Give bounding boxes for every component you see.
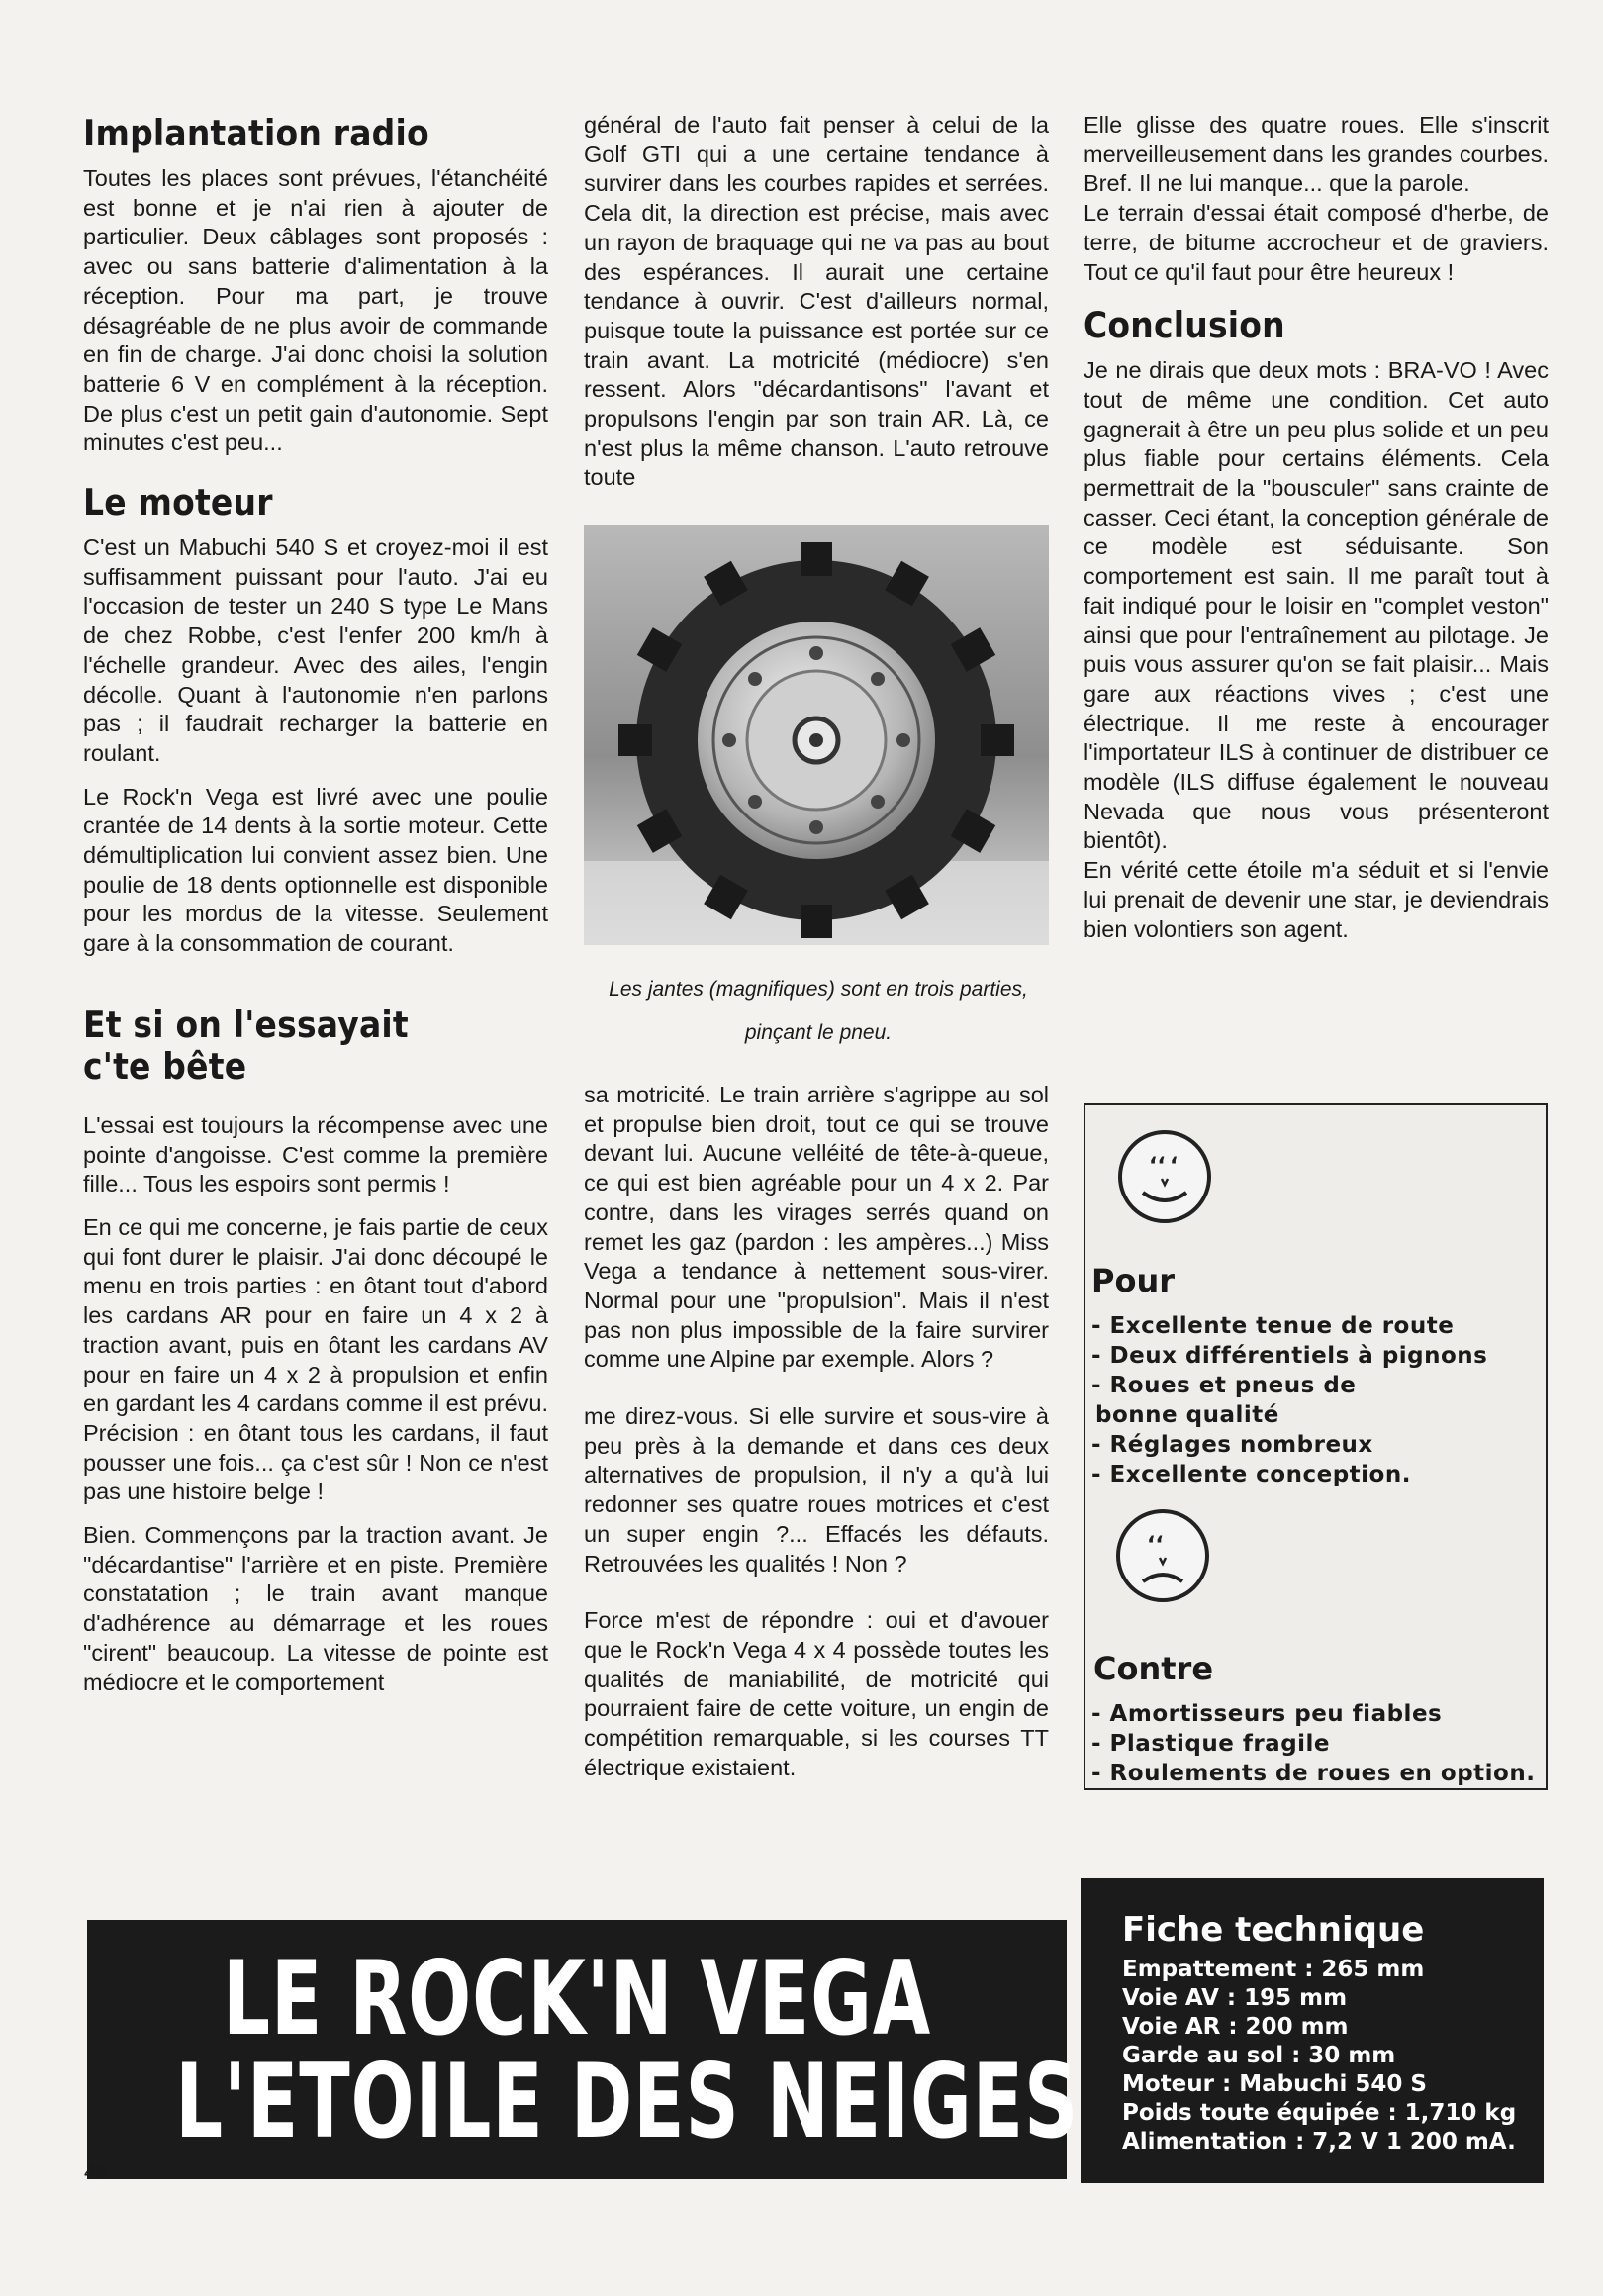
column-1	[83, 111, 548, 1697]
caption-line-2: pinçant le pneu.	[744, 1021, 893, 1044]
fiche-spec: Empattement : 265 mm	[1122, 1957, 1425, 1982]
banner-line-2: L'ETOILE DES NEIGES	[175, 2042, 1080, 2161]
contre-item: - Amortisseurs peu fiables	[1091, 1701, 1443, 1727]
svg-text:ʻʻ: ʻʻ	[1149, 1154, 1166, 1179]
heading-le-moteur: Le moteur	[83, 481, 273, 525]
column-2	[584, 111, 1049, 493]
fiche-spec: Poids toute équipée : 1,710 kg	[1122, 2100, 1517, 2126]
fiche-technique-box	[1081, 1878, 1544, 2183]
paragraph-terrain: Le terrain d'essai était composé d'herbe, de terre, de bitume accrocheur et de graviers. Tout ce qu'il faut pour être heureux !	[1084, 200, 1549, 285]
pour-item: - Deux différentiels à pignons	[1091, 1343, 1488, 1369]
pour-title: Pour	[1091, 1262, 1175, 1299]
contre-item: - Roulements de roues en option.	[1091, 1761, 1536, 1786]
pour-item: - Roues et pneus de	[1091, 1373, 1357, 1398]
wheel-image	[584, 525, 1049, 945]
page-number: 46	[84, 2161, 108, 2184]
paragraph-moteur-2: Le Rock'n Vega est livré avec une poulie crantée de 14 dents à la sortie moteur. Cette démultiplication lui convient assez bien. Une poulie de 18 dents optionnelle est disponible pour les mordus de la vitesse. Seulement gare à la consommation de courant.	[83, 783, 548, 957]
paragraph-conclusion: Je ne dirais que deux mots : BRA-VO ! Avec tout de même une condition. Cet auto gagnerait à être un peu plus solide et un peu plus fiable pour certains éléments. Cela permettrait de la "bousculer" sans crainte de casser. Ceci étant, la conception générale de ce modèle est séduisante. Son comportement est sain. Il me paraît tout à fait indiqué pour le loisir en "complet veston" ainsi que pour l'entraînement au pilotage. Je puis vous assurer qu'on se fait plaisir... Mais gare aux réactions vives ; c'est une électrique. Il me reste à encourager l'importateur ILS à continuer de distribuer ce modèle (ILS diffuse également le nouveau Nevada que nous vous présenteront bientôt).	[1084, 357, 1549, 854]
fiche-spec: Moteur : Mabuchi 540 S	[1122, 2071, 1427, 2097]
title-banner	[87, 1920, 1080, 2179]
pour-item: - Réglages nombreux	[1091, 1432, 1373, 1458]
fiche-spec: Garde au sol : 30 mm	[1122, 2043, 1396, 2068]
smiley-happy-icon	[1115, 1127, 1214, 1231]
paragraph-essai-2: En ce qui me concerne, je fais partie de ceux qui font durer le plaisir. J'ai donc découpé le menu en trois parties : en ôtant tout d'abord les cardans AR pour en faire un 4 x 2 à traction avant, puis en ôtant les cardans AV pour en faire un 4 x 2 à propulsion et enfin en gardant les 4 cardans comme il est prévu. Précision : en ôtant tous les cardans, il faut pousser une fois... ça c'est sûr ! Non ce n'est pas une histoire belge !	[83, 1213, 548, 1505]
pour-contre-box	[1084, 1103, 1548, 1790]
svg-text:ʻʻ: ʻʻ	[1147, 1533, 1164, 1558]
heading-implantation-radio: Implantation radio	[83, 112, 429, 154]
paragraph-col3-top: Elle glisse des quatre roues. Elle s'inscrit merveilleusement dans les grandes courbes. Bref. Il ne lui manque... que la parole.	[1084, 112, 1549, 197]
paragraph-star: En vérité cette étoile m'a séduit et si l'envie lui prenait de devenir une star, je deviendrais bien volontiers son agent.	[1084, 857, 1549, 942]
heading-essai-line-1: Et si on l'essayait	[83, 1003, 409, 1046]
contre-item: - Plastique fragile	[1091, 1731, 1331, 1757]
contre-list	[1091, 1699, 1535, 1788]
wheel-photo	[584, 525, 1049, 945]
svg-text:ʻ: ʻ	[1170, 1154, 1179, 1179]
paragraph-col2-mid-2: me direz-vous. Si elle survire et sous-vire à peu près à la demande et dans ces deux alternatives de propulsion, il n'y a qu'à lui redonner ses quatre roues motrices et c'est un super engin ?... Effacés les défauts. Retrouvées les qualités ! Non ?	[584, 1403, 1049, 1577]
pour-item: - Excellente tenue de route	[1091, 1313, 1455, 1339]
heading-essai-line-2: c'te bête	[83, 1044, 247, 1088]
fiche-spec: Voie AR : 200 mm	[1122, 2014, 1349, 2040]
paragraph-moteur-1: C'est un Mabuchi 540 S et croyez-moi il est suffisamment puissant pour l'auto. J'ai eu l'occasion de tester un 240 S type Le Mans de chez Robbe, c'est l'enfer 200 km/h à l'échelle grandeur. Avec des ailes, l'engin décolle. Quant à l'autonomie n'en parlons pas ; il faudrait recharger la batterie en roulant.	[83, 534, 548, 766]
paragraph-col2-mid: sa motricité. Le train arrière s'agrippe au sol et propulse bien droit, tout ce qui se trouve devant lui. Aucune velléité de tête-à-queue, ce qui est bien agréable pour un 4 x 2. Par contre, dans les virages serrés quand on remet les gaz (pardon : les ampères...) Miss Vega a tendance à nettement sous-virer. Normal pour une "propulsion". Mais il n'est pas non plus impossible de la faire survirer comme une Alpine par exemple. Alors ?	[584, 1082, 1049, 1373]
column-2-lower	[584, 1081, 1049, 1782]
paragraph-radio: Toutes les places sont prévues, l'étanchéité est bonne et je n'ai rien à ajouter de particulier. Deux câblages sont proposés : avec ou sans batterie d'alimentation à la réception. Pour ma part, je trouve désagréable de ne plus avoir de commande en fin de charge. J'ai donc choisi la solution batterie 6 V en complément à la réception. De plus c'est un petit gain d'autonomie. Sept minutes c'est peu...	[83, 165, 548, 456]
pour-item: bonne qualité	[1095, 1402, 1279, 1428]
pour-item: - Excellente conception.	[1091, 1462, 1411, 1487]
photo-caption	[566, 968, 1071, 1055]
contre-title: Contre	[1093, 1650, 1214, 1687]
banner-line-1: LE ROCK'N VEGA	[222, 1939, 932, 2058]
caption-line-1: Les jantes (magnifiques) sont en trois parties,	[609, 978, 1028, 1001]
smiley-sad-icon	[1113, 1506, 1212, 1610]
fiche-title: Fiche technique	[1122, 1910, 1425, 1950]
paragraph-col2-top: général de l'auto fait penser à celui de la Golf GTI qui a une certaine tendance à survirer dans les courbes rapides et serrées. Cela dit, la direction est précise, mais avec un rayon de braquage qui ne va pas au bout des espérances. Il aurait une certaine tendance à ouvrir. C'est d'ailleurs normal, puisque toute la puissance est portée sur ce train avant. La motricité (médiocre) s'en ressent. Alors "décardantisons" l'avant et propulsons l'engin par son train AR. Là, ce n'est plus la même chanson. L'auto retrouve toute	[584, 112, 1049, 491]
pour-list	[1091, 1311, 1487, 1489]
fiche-spec: Alimentation : 7,2 V 1 200 mA.	[1122, 2129, 1516, 2154]
paragraph-col2-bottom: Force m'est de répondre : oui et d'avouer que le Rock'n Vega 4 x 4 possède toutes les qualités de maniabilité, de motricité qui pourraient faire de cette voiture, un engin de compétition remarquable, si les courses TT électrique existaient.	[584, 1607, 1049, 1780]
column-3	[1084, 111, 1549, 944]
paragraph-essai-3: Bien. Commençons par la traction avant. Je "décardantise" l'arrière et en piste. Première constatation ; le train avant manque d'adhérence au démarrage et les roues "cirent" beaucoup. La vitesse de pointe est médiocre et le comportement	[83, 1522, 548, 1695]
fiche-spec: Voie AV : 195 mm	[1122, 1985, 1348, 2011]
heading-conclusion: Conclusion	[1084, 304, 1285, 347]
paragraph-essai-1: L'essai est toujours la récompense avec une pointe d'angoisse. C'est comme la première fille... Tous les espoirs sont permis !	[83, 1111, 548, 1197]
